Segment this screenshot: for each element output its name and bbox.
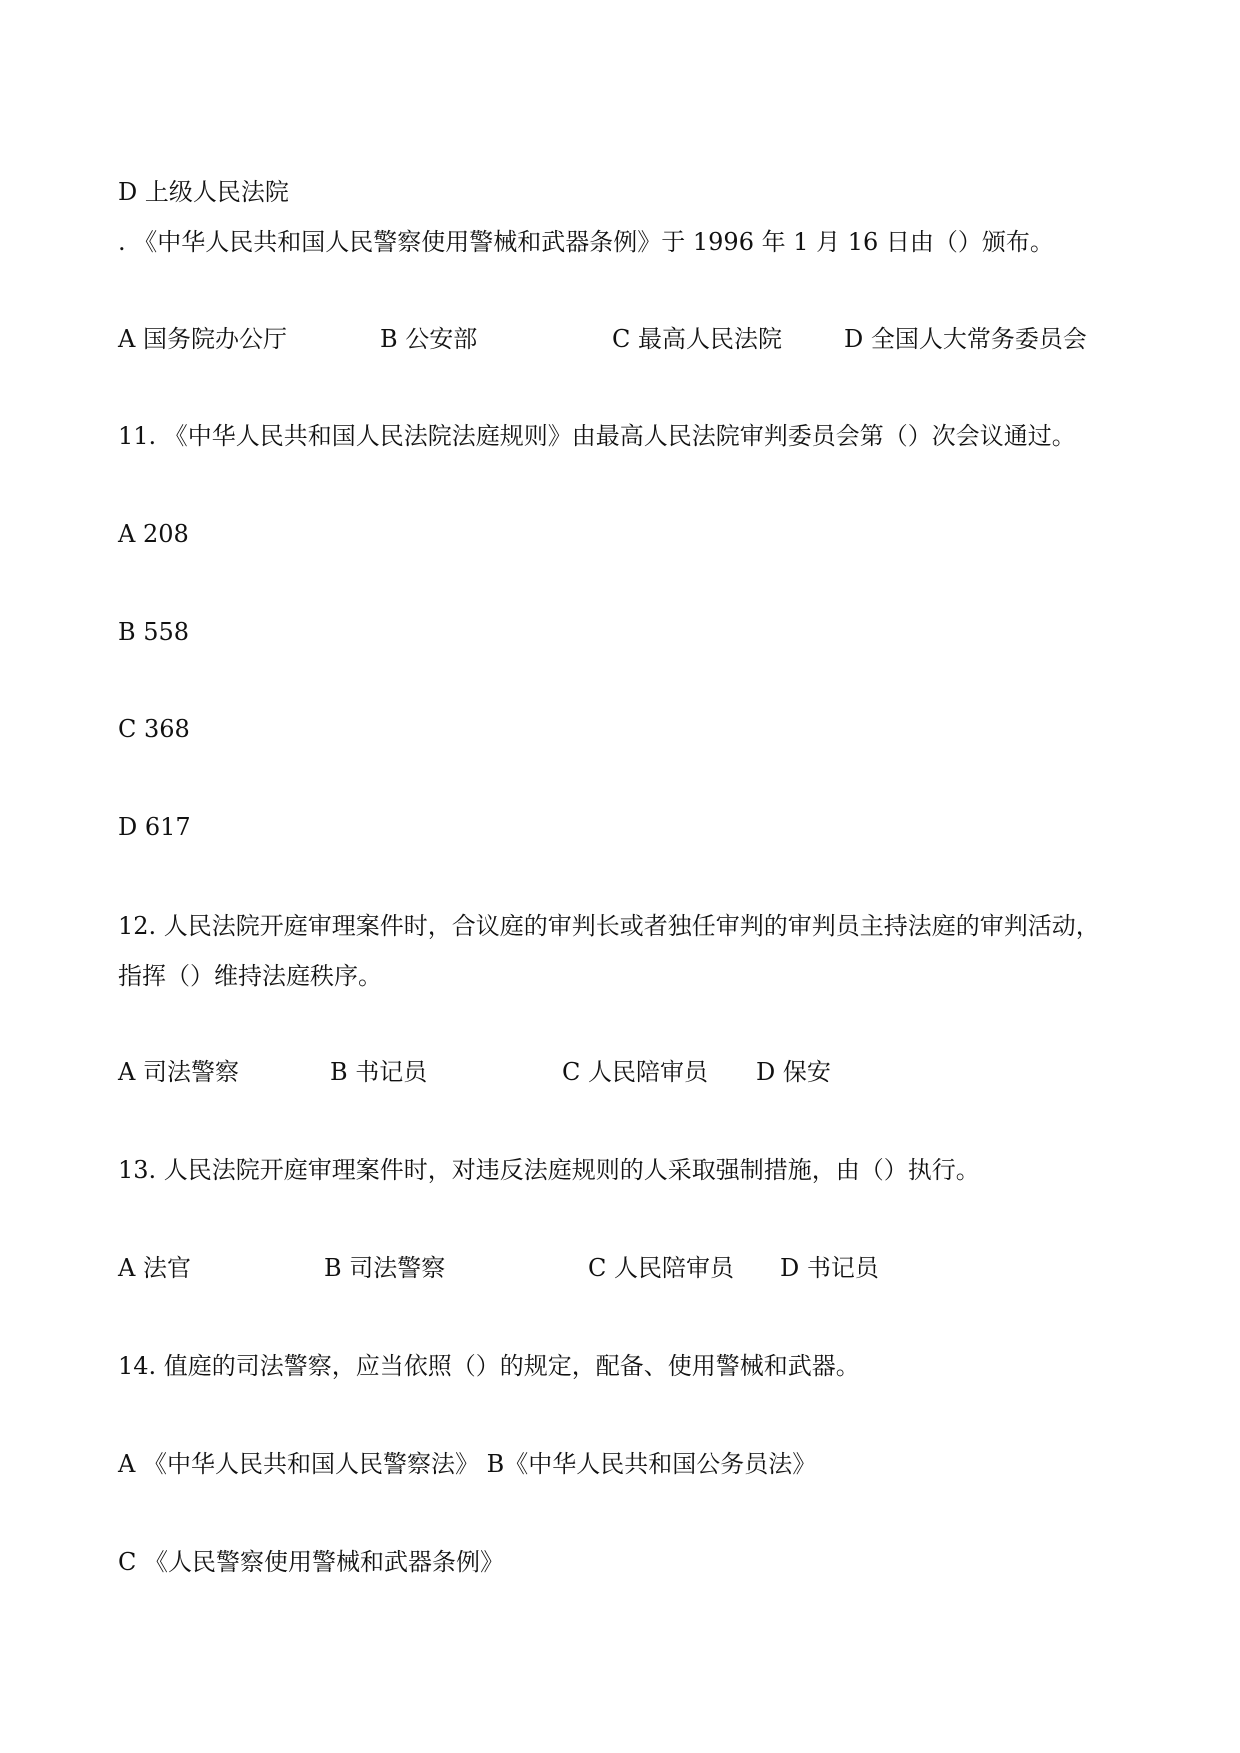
q11-option-a: A 208 bbox=[118, 520, 189, 548]
question-10-text: . 《中华人民共和国人民警察使用警械和武器条例》于 1996 年 1 月 16 日由（）颁布。 bbox=[118, 228, 1054, 256]
q13-option-b: B 司法警察 bbox=[324, 1254, 446, 1282]
q12-option-a: A 司法警察 bbox=[118, 1058, 239, 1086]
q10-option-d: D 全国人大常务委员会 bbox=[844, 325, 1087, 353]
q14-option-c: C 《人民警察使用警械和武器条例》 bbox=[118, 1548, 504, 1576]
q12-option-c: C 人民陪审员 bbox=[562, 1058, 708, 1086]
q10-option-a: A 国务院办公厅 bbox=[118, 325, 287, 353]
question-12-text-line-1: 12. 人民法院开庭审理案件时，合议庭的审判长或者独任审判的审判员主持法庭的审判活动， bbox=[118, 912, 1100, 940]
q10-option-b: B 公安部 bbox=[380, 325, 478, 353]
q13-option-d: D 书记员 bbox=[780, 1254, 879, 1282]
q14-options-a-b: A 《中华人民共和国人民警察法》 B《中华人民共和国公务员法》 bbox=[118, 1450, 817, 1478]
option-d-previous-question: D 上级人民法院 bbox=[118, 178, 289, 206]
q10-option-c: C 最高人民法院 bbox=[612, 325, 782, 353]
question-14-text: 14. 值庭的司法警察，应当依照（）的规定，配备、使用警械和武器。 bbox=[118, 1352, 860, 1380]
question-11-text: 11. 《中华人民共和国人民法院法庭规则》由最高人民法院审判委员会第（）次会议通过。 bbox=[118, 422, 1076, 450]
q11-option-b: B 558 bbox=[118, 618, 190, 646]
q13-option-a: A 法官 bbox=[118, 1254, 191, 1282]
q12-option-b: B 书记员 bbox=[330, 1058, 428, 1086]
q13-option-c: C 人民陪审员 bbox=[588, 1254, 734, 1282]
q12-option-d: D 保安 bbox=[756, 1058, 831, 1086]
q11-option-c: C 368 bbox=[118, 715, 190, 743]
question-12-text-line-2: 指挥（）维持法庭秩序。 bbox=[118, 962, 382, 990]
q11-option-d: D 617 bbox=[118, 813, 191, 841]
question-13-text: 13. 人民法院开庭审理案件时，对违反法庭规则的人采取强制措施，由（）执行。 bbox=[118, 1156, 980, 1184]
